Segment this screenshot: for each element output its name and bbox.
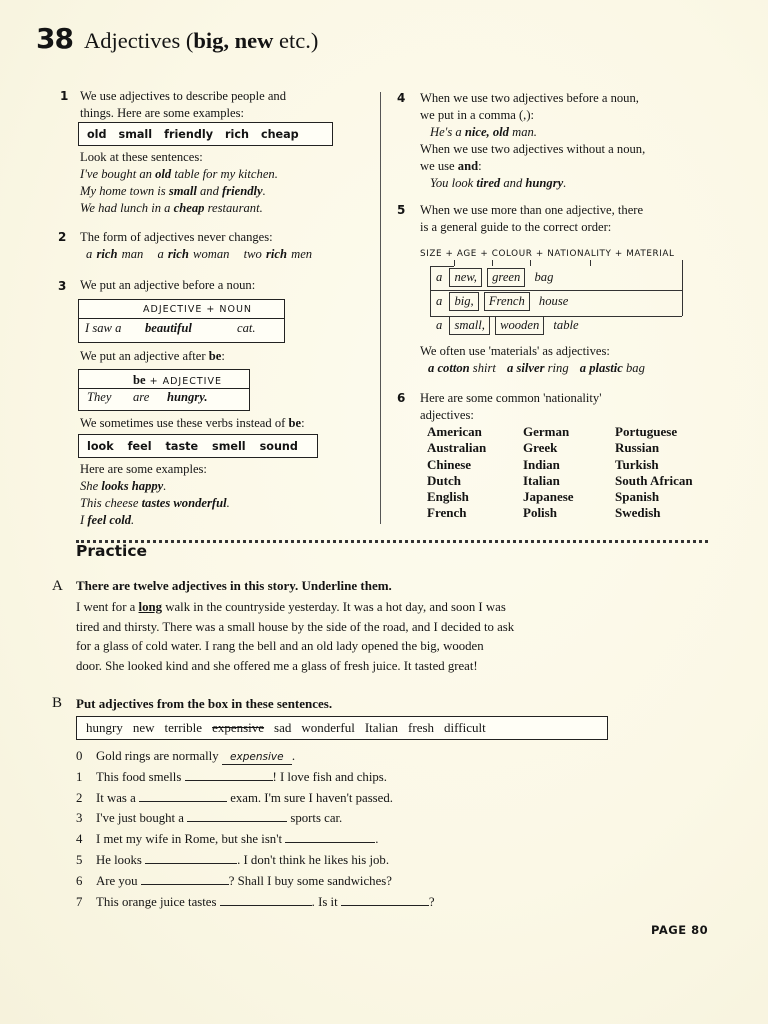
adjective-noun-table: ADJECTIVE + NOUN I saw a beautiful cat. — [78, 299, 285, 343]
section-divider — [76, 540, 708, 543]
rule-1-sentences: Look at these sentences: I've bought an old table for my kitchen. My home town is small and friendly. We had lunch in a cheap restaurant. — [80, 150, 278, 215]
exercise-b-instruction: Put adjectives from the box in these sentences. — [76, 696, 333, 711]
rule-3-after-be: We put an adjective after be: — [80, 349, 225, 363]
exercise-item-2: 2 It was a exam. I'm sure I haven't passed. — [76, 790, 393, 805]
answer-field-7b[interactable] — [341, 893, 429, 906]
exercise-item-3: 3 I've just bought a sports car. — [76, 811, 343, 826]
rule-5-number: 5 — [397, 203, 406, 217]
column-divider — [380, 92, 381, 524]
answer-field-1[interactable] — [185, 768, 273, 781]
exercise-item-5: 5 He looks . I don't think he likes his job. — [76, 852, 390, 867]
unit-title: Adjectives (big, new etc.) — [84, 28, 319, 53]
adjective-order-diagram — [420, 260, 712, 336]
nationality-column-1: American Australian Chinese Dutch English French — [427, 424, 487, 521]
answer-field-3[interactable] — [187, 809, 287, 822]
rule-6-number: 6 — [397, 391, 406, 405]
linking-verbs-box: look feel taste smell sound — [78, 434, 318, 458]
exercise-item-7: 7 This orange juice tastes . Is it ? — [76, 894, 435, 909]
nationality-column-2: German Greek Indian Italian Japanese Polish — [523, 424, 574, 521]
rule-1-example-box: old small friendly rich cheap — [78, 122, 333, 146]
rule-1-text: We use adjectives to describe people and things. Here are some examples: — [80, 89, 287, 120]
exercise-a-letter: A — [52, 578, 63, 594]
exercise-item-0: 0 Gold rings are normally expensive . — [76, 749, 296, 763]
answer-field-7a[interactable] — [220, 893, 312, 906]
exercise-item-1: 1 This food smells ! I love fish and chips. — [76, 769, 387, 784]
rule-6-text: Here are some common 'nationality' adjectives: — [420, 391, 602, 422]
rule-3-number: 3 — [58, 279, 67, 293]
exercise-a-instruction: There are twelve adjectives in this story. Underline them. — [76, 578, 392, 593]
exercise-a-story: I went for a long walk in the countryside yesterday. It was a hot day, and soon I was tired and thirsty. There was a small house by the side of the road, and I decided to ask for a glass of cold water. I rang the bell and an old lady opened the big, wooden door. She looked kind and she offered me a glass of fresh juice. It tasted great! — [76, 600, 515, 673]
unit-number: 38 — [36, 22, 73, 55]
answer-field-4[interactable] — [285, 830, 375, 843]
answer-field-0[interactable]: expensive — [222, 752, 292, 765]
word-box: hungry new terrible expensive sad wonderful Italian fresh difficult — [76, 716, 608, 740]
exercise-b-letter: B — [52, 695, 63, 711]
rule-4-text: When we use two adjectives before a noun, we put in a comma (,): He's a nice, old man. When we use two adjectives without a noun, we use and: You look tired and hungry. — [420, 91, 646, 190]
rule-3-text: We put an adjective before a noun: — [80, 278, 256, 292]
answer-field-6[interactable] — [141, 872, 229, 885]
rule-1-number: 1 — [60, 89, 69, 103]
crossed-out-word: expensive — [212, 720, 265, 735]
order-row-2: a big, French house — [436, 292, 568, 311]
rule-3-verb-examples: Here are some examples: She looks happy. This cheese tastes wonderful. I feel cold. — [80, 462, 230, 527]
exercise-b-items — [76, 746, 435, 912]
exercise-item-4: 4 I met my wife in Rome, but she isn't . — [76, 832, 379, 847]
rule-5-text: When we use more than one adjective, there is a general guide to the correct order: — [420, 203, 644, 234]
materials-line: We often use 'materials' as adjectives: a cotton shirt a silver ring a plastic bag — [420, 344, 645, 375]
exercise-item-6: 6 Are you ? Shall I buy some sandwiches? — [76, 873, 392, 888]
order-row-3: a small, wooden table — [436, 316, 579, 335]
practice-heading: Practice — [76, 542, 148, 560]
rule-2-text: The form of adjectives never changes: a rich man a rich woman two rich men — [80, 230, 313, 261]
rule-2-number: 2 — [58, 230, 67, 244]
page-number: PAGE 80 — [651, 923, 709, 937]
rule-4-number: 4 — [397, 91, 406, 105]
answer-field-5[interactable] — [145, 851, 237, 864]
nationality-column-3: Portuguese Russian Turkish South African Spanish Swedish — [615, 424, 693, 521]
rule-3-verbs-line: We sometimes use these verbs instead of be: — [80, 416, 305, 430]
adjective-order-guide: SIZE + AGE + COLOUR + NATIONALITY + MATERIAL — [420, 249, 675, 259]
answer-field-2[interactable] — [139, 789, 227, 802]
order-row-1: a new, green bag — [436, 268, 553, 287]
be-adjective-table: be + ADJECTIVE They are hungry. — [78, 369, 250, 411]
